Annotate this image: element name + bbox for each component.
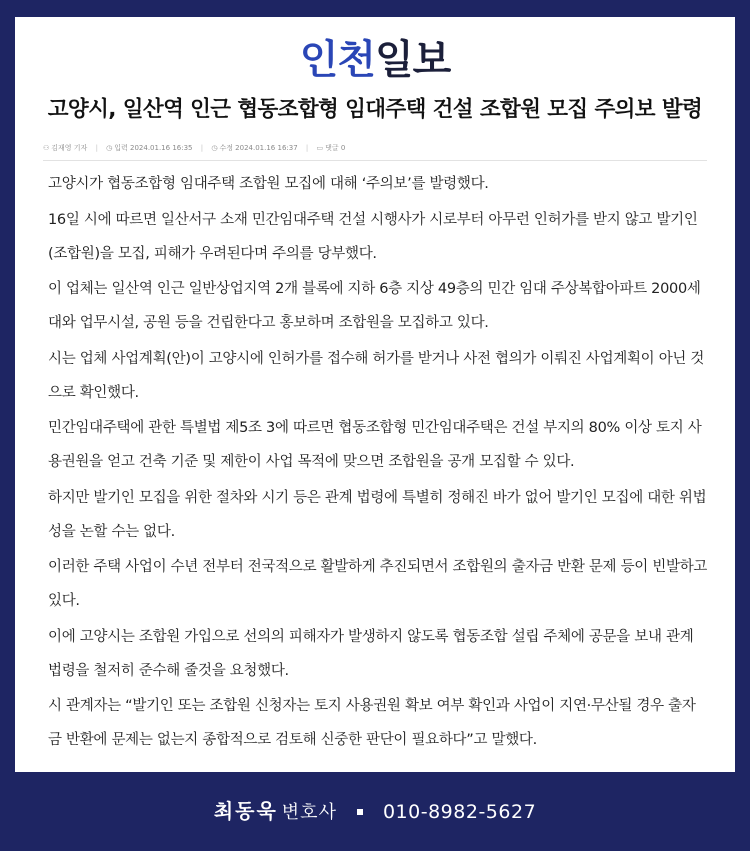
meta-divider: | (95, 144, 98, 152)
meta-divider-line (43, 160, 707, 161)
article-paragraph: 민간임대주택에 관한 특별법 제5조 3에 따르면 협동조합형 민간임대주택은 건설 부지의 80% 이상 토지 사용권원을 얻고 건축 기준 및 제한이 사업 목적에 맞으면 조합원을 공개 모집할 수 있다. (48, 420, 702, 470)
article-paragraph: 이러한 주택 사업이 수년 전부터 전국적으로 활발하게 추진되면서 조합원의 출자금 반환 문제 등이 빈발하고 있다. (48, 559, 708, 609)
modified-date: 수정 2024.01.16 16:37 (219, 144, 298, 152)
article-paragraph: 시 관계자는 “발기인 또는 조합원 신청자는 토지 사용권원 확보 여부 확인과 사업이 지연·무산될 경우 출자금 반환에 문제는 없는지 종합적으로 검토해 신중한 판단이 필요하다”고 말했다. (48, 698, 696, 748)
comment-icon[interactable]: ▭ (316, 144, 324, 152)
newspaper-logo[interactable] (15, 37, 735, 83)
logo-part1: 인천 (299, 37, 375, 83)
article-headline: 고양시, 일산역 인근 협동조합형 임대주택 건설 조합원 모집 주의보 발령 (47, 97, 703, 122)
comment-count[interactable]: 댓글 0 (325, 144, 346, 152)
person-icon: ⚇ (43, 144, 50, 152)
article-paragraph: 고양시가 협동조합형 임대주택 조합원 모집에 대해 ‘주의보’를 발령했다. (48, 176, 489, 192)
published-date: 입력 2024.01.16 16:35 (114, 144, 193, 152)
article-card (15, 17, 735, 772)
article-paragraph: 이에 고양시는 조합원 가입으로 선의의 피해자가 발생하지 않도록 협동조합 설립 주체에 공문을 보내 관계 법령을 철저히 준수해 줄것을 요청했다. (48, 628, 694, 679)
clock-icon: ◷ (106, 144, 113, 152)
article-paragraph: 16일 시에 따르면 일산서구 소재 민간임대주택 건설 시행사가 시로부터 아무런 인허가를 받지 않고 발기인(조합원)을 모집, 피해가 우려된다며 주의를 당부했다. (48, 211, 698, 262)
article-paragraph: 이 업체는 일산역 인근 일반상업지역 2개 블록에 지하 6층 지상 49층의 민간 임대 주상복합아파트 2000세대와 업무시설, 공원 등을 건립한다고 홍보하며 조합원을 모집하고 있다. (48, 281, 701, 331)
phone-number[interactable]: 010-8982-5627 (382, 801, 537, 823)
article-paragraph: 하지만 발기인 모집을 위한 절차와 시기 등은 관계 법령에 특별히 정해진 바가 없어 발기인 모집에 대한 위법성을 논할 수는 없다. (48, 489, 707, 540)
lawyer-title: 변호사 (281, 802, 337, 823)
lawyer-contact-footer (0, 772, 750, 851)
author-name: 김재영 기자 (51, 144, 88, 152)
meta-divider: | (200, 144, 204, 152)
lawyer-name: 최동욱 (213, 799, 278, 823)
logo-part2: 일보 (375, 37, 451, 83)
article-body (48, 167, 708, 759)
article-paragraph: 시는 업체 사업계획(안)이 고양시에 인허가를 접수해 허가를 받거나 사전 협의가 이뤄진 사업계획이 아닌 것으로 확인했다. (48, 350, 705, 401)
article-meta (43, 143, 345, 153)
meta-divider: | (305, 144, 309, 152)
clock-icon: ◷ (211, 144, 218, 152)
square-bullet-icon (357, 809, 363, 815)
